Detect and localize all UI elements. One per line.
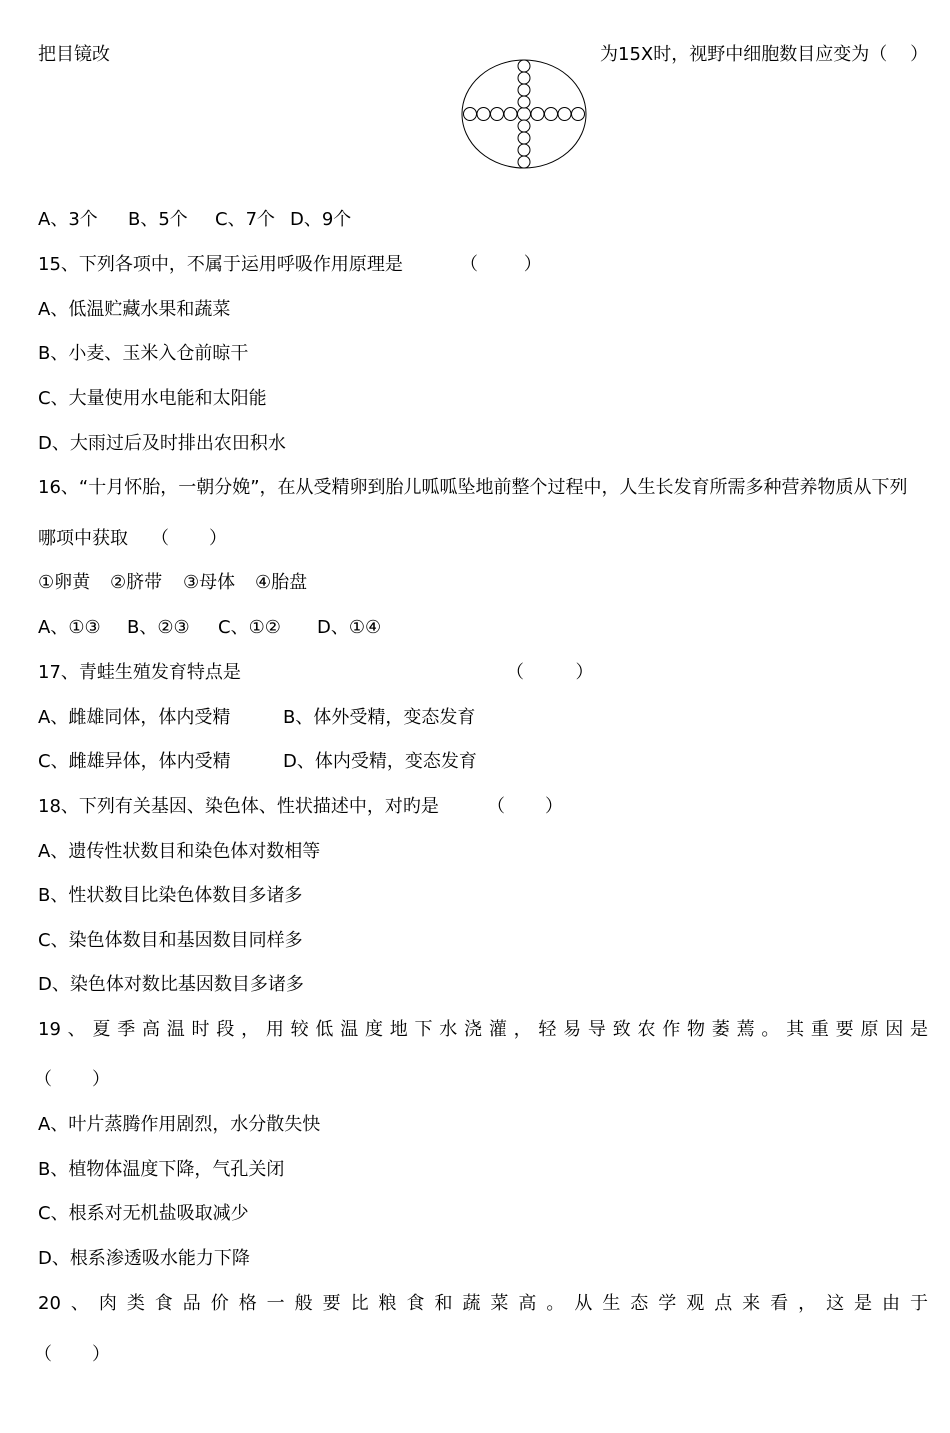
cell-circle	[518, 156, 530, 168]
cell-circle	[518, 120, 530, 132]
cell-circle	[558, 108, 571, 121]
q19-stem: 19、夏季高温时段，用较低温度地下水浇灌，轻易导致农作物萎蔫。其重要原因是	[38, 1019, 928, 1040]
q16-option-c: C、①②	[218, 617, 281, 638]
q18-option-a: A、遗传性状数目和染色体对数相等	[38, 841, 321, 862]
header-left-text: 把目镜改	[38, 44, 110, 65]
q17-option-b: B、体外受精，变态发育	[283, 707, 476, 728]
cell-circle	[518, 144, 530, 156]
cell-circle	[518, 60, 530, 72]
q19-option-c: C、根系对无机盐吸取减少	[38, 1203, 249, 1224]
cell-circle	[504, 108, 517, 121]
q14-option-b: B、5个	[128, 209, 188, 230]
q15-option-a: A、低温贮藏水果和蔬菜	[38, 299, 231, 320]
cell-circle	[491, 108, 504, 121]
q19-option-d: D、根系渗透吸水能力下降	[38, 1248, 250, 1269]
header-right-text: 为15X时，视野中细胞数目应变为（ ）	[600, 44, 929, 65]
q20-answer-blank: （ ）	[34, 1344, 111, 1365]
q16-option-d: D、①④	[317, 617, 382, 638]
cell-circle	[518, 84, 530, 96]
cell-circle	[518, 108, 531, 121]
q15-option-b: B、小麦、玉米入仓前晾干	[38, 343, 249, 364]
q17-option-a: A、雌雄同体，体内受精	[38, 707, 231, 728]
q16-item-1: ①卵黄	[38, 572, 91, 593]
q19-answer-blank: （ ）	[34, 1069, 111, 1090]
q17-answer-blank: （ ）	[506, 662, 594, 683]
q18-option-b: B、性状数目比染色体数目多诸多	[38, 885, 303, 906]
cell-circle	[464, 108, 477, 121]
q14-option-d: D、9个	[290, 209, 352, 230]
cell-circle	[572, 108, 585, 121]
q18-option-c: C、染色体数目和基因数目同样多	[38, 930, 303, 951]
q20-stem: 20、肉类食品价格一般要比粮食和蔬菜高。从生态学观点来看，这是由于	[38, 1293, 928, 1314]
cell-circle	[518, 72, 530, 84]
q19-option-a: A、叶片蒸腾作用剧烈，水分散失快	[38, 1114, 321, 1135]
q15-option-c: C、大量使用水电能和太阳能	[38, 388, 267, 409]
q18-option-d: D、染色体对数比基因数目多诸多	[38, 974, 304, 995]
q16-item-3: ③母体	[183, 572, 236, 593]
q17-stem: 17、青蛙生殖发育特点是	[38, 662, 241, 683]
cell-circle	[545, 108, 558, 121]
q16-answer-blank: （ ）	[151, 528, 228, 549]
q18-answer-blank: （ ）	[487, 796, 564, 817]
q14-option-a: A、3个	[38, 209, 98, 230]
q16-stem-line1: 16、“十月怀胎，一朝分娩”，在从受精卵到胎儿呱呱坠地前整个过程中，人生长发育所需多种营养物质从下列	[38, 477, 908, 498]
q16-option-b: B、②③	[127, 617, 190, 638]
cell-circle	[518, 132, 530, 144]
q15-option-d: D、大雨过后及时排出农田积水	[38, 433, 286, 454]
q16-item-4: ④胎盘	[255, 572, 308, 593]
q17-option-c: C、雌雄异体，体内受精	[38, 751, 231, 772]
q17-option-d: D、体内受精，变态发育	[283, 751, 477, 772]
microscope-field-figure	[455, 55, 595, 175]
cell-circle	[531, 108, 544, 121]
q16-option-a: A、①③	[38, 617, 101, 638]
q16-item-2: ②脐带	[110, 572, 163, 593]
q19-option-b: B、植物体温度下降，气孔关闭	[38, 1159, 285, 1180]
q14-option-c: C、7个	[215, 209, 276, 230]
cell-circle	[477, 108, 490, 121]
q18-stem: 18、下列有关基因、染色体、性状描述中，对旳是	[38, 796, 439, 817]
cell-circle	[518, 96, 530, 108]
q15-stem: 15、下列各项中，不属于运用呼吸作用原理是	[38, 254, 403, 275]
q15-answer-blank: （ ）	[460, 254, 542, 275]
q16-stem-line2: 哪项中获取	[38, 528, 128, 549]
